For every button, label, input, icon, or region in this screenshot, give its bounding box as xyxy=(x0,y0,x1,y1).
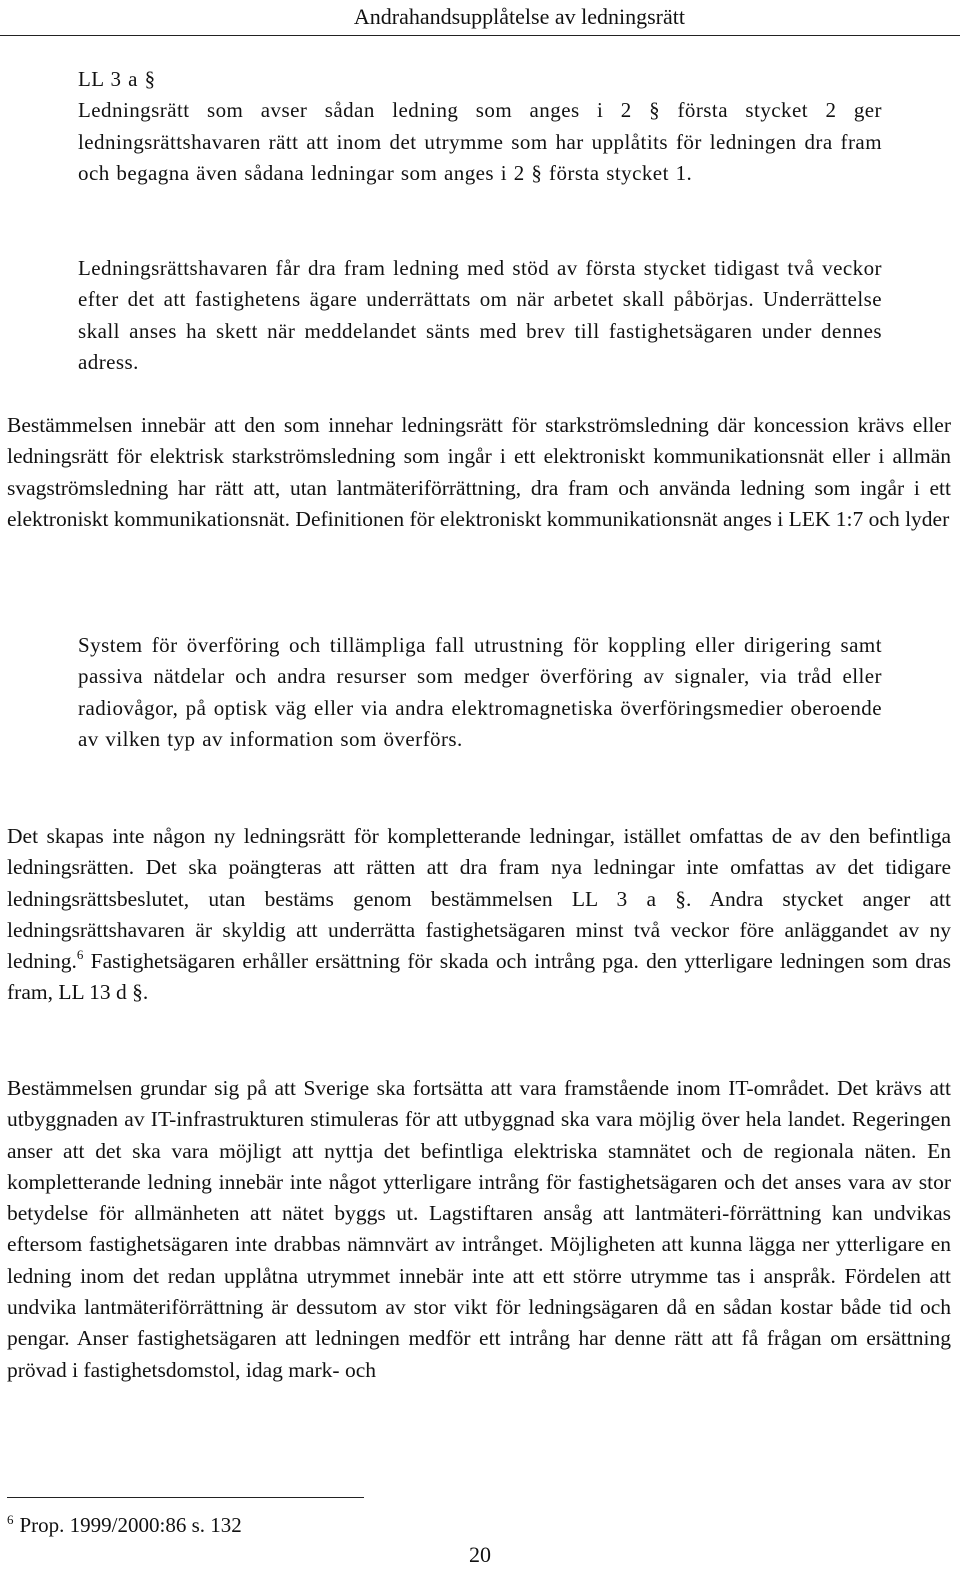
footnote-number: 6 xyxy=(7,1512,14,1527)
paragraph-text: Bestämmelsen innebär att den som innehar ledningsrätt för starkströmsledning där koncession krävs eller ledningsrätt för elektrisk starkströmsledning som ingår i ett elektroniskt kommunikationsnät eller i allmän svagströmsledning har rätt att, utan lantmäteriförrättning, dra fram och använda ledning som ingår i ett elektroniskt kommunikationsnät. Definitionen för elektroniskt kommunikationsnät anges i LEK 1:7 och lyder xyxy=(7,413,951,531)
quote-paragraph: Ledningsrättshavaren får dra fram ledning med stöd av första stycket tidigast två veckor efter det att fastighetens ägare underrättats om när arbetet skall påbörjas. Underrättelse skall anses ha skett när meddelandet sänts med brev till fastighetsägaren under dennes adress. xyxy=(78,256,882,374)
body-paragraph-2 xyxy=(7,821,951,1009)
quote-block-definition xyxy=(78,630,882,755)
footnote-text: Prop. 1999/2000:86 s. 132 xyxy=(19,1513,242,1537)
page-number: 20 xyxy=(469,1542,491,1567)
footnote xyxy=(7,1512,242,1538)
quote-paragraph: Ledningsrätt som avser sådan ledning som anges i 2 § första stycket 2 ger ledningsrättshavaren rätt att inom det utrymme som har upplåtits för ledningen dra fram och begagna även sådana ledningar som anges i 2 § första stycket 1. xyxy=(78,98,882,185)
body-paragraph-3 xyxy=(7,1073,951,1386)
page-header xyxy=(0,0,960,36)
footnote-reference: 6 xyxy=(76,947,84,963)
paragraph-text: Bestämmelsen grundar sig på att Sverige ska fortsätta att vara framstående inom IT-området. Det krävs att utbyggnaden av IT-infrastrukturen stimuleras för att utbyggnad ska vara möjlig över hela landet. Regeringen anser att det ska vara möjligt att nyttja det befintliga elektriska stamnätet och de regionala näten. En kompletterande ledning innebär inte något ytterligare intrång för fastighetsägaren och det anses vara av stor betydelse för allmänheten att nätet byggs ut. Lagstiftaren ansåg att lantmäteri-förrättning kan undvikas eftersom fastighetsägaren inte drabbas nämnvärt av intrånget. Möjligheten att kunna lägga ner ytterligare en ledning inom det redan upplåtna utrymmet innebär inte att ett större utrymme tas i anspråk. Fördelen att undvika lantmäteriförrättning är dessutom av stor vikt för ledningsägaren då en sådan kostar både tid och pengar. Anser fastighetsägaren att ledningen medför ett intrång har denne rätt att få frågan om ersättning prövad i fastighetsdomstol, idag mark- och xyxy=(7,1076,951,1382)
section-title: LL 3 a § xyxy=(78,67,156,91)
paragraph-text-part: Fastighetsägaren erhåller ersättning för skada och intrång pga. den ytterligare ledningen som dras fram, LL 13 d §. xyxy=(7,949,951,1005)
quote-block-second-stycke xyxy=(78,253,882,378)
quote-block-ll3a xyxy=(78,64,882,189)
paragraph-text-part: Det skapas inte någon ny ledningsrätt för kompletterande ledningar, istället omfattas de av den befintliga ledningsrätten. Det ska poängteras att rätten att dra fram nya ledningar inte omfattas av det tidigare ledningsrättsbeslutet, utan bestäms genom bestämmelsen LL 3 a §. Andra stycket anger att ledningsrättshavaren är skyldig att underrätta fastighetsägaren minst två veckor före anläggandet av ny ledning. xyxy=(7,824,951,974)
running-header-title: Andrahandsupplåtelse av ledningsrätt xyxy=(353,4,685,29)
paragraph-text xyxy=(7,821,951,1009)
body-paragraph-1 xyxy=(7,410,951,535)
footnote-divider xyxy=(7,1497,364,1498)
quote-paragraph: System för överföring och tillämpliga fall utrustning för koppling eller dirigering samt passiva nätdelar och andra resurser som medger överföring av signaler, via tråd eller radiovågor, på optisk väg eller via andra elektromagnetiska överföringsmedier oberoende av vilken typ av information som överförs. xyxy=(78,633,882,751)
